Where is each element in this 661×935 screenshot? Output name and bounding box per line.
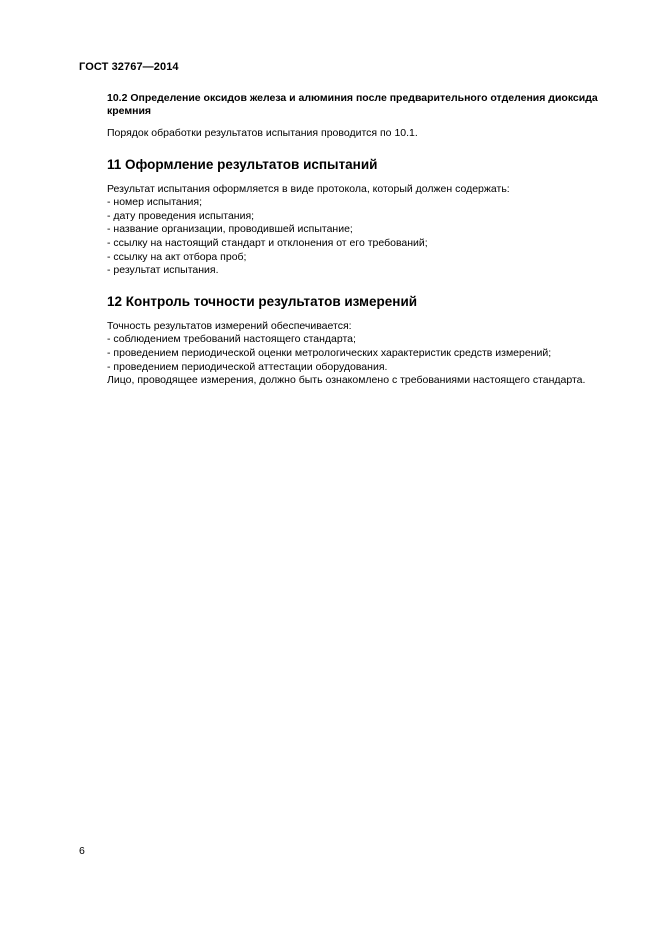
section-12-closing: Лицо, проводящее измерения, должно быть ознакомлено с требованиями настоящего стандарта.	[107, 374, 586, 387]
page-number: 6	[79, 845, 85, 857]
list-item: - название организации, проводившей испытание;	[107, 223, 353, 236]
list-item: - проведением периодической оценки метрологических характеристик средств измерений;	[107, 346, 552, 359]
document-body	[107, 92, 627, 388]
document-header: ГОСТ 32767—2014	[79, 61, 179, 73]
list-item: - соблюдением требований настоящего стандарта;	[107, 333, 356, 346]
section-11-title: 11 Оформление результатов испытаний	[107, 156, 378, 172]
section-11-intro: Результат испытания оформляется в виде протокола, который должен содержать:	[107, 182, 510, 195]
list-item: - ссылку на акт отбора проб;	[107, 250, 247, 263]
subsection-10-2-text: Порядок обработки результатов испытания проводится по 10.1.	[107, 127, 418, 139]
section-12-intro: Точность результатов измерений обеспечивается:	[107, 319, 352, 332]
subsection-10-2-title: 10.2 Определение оксидов железа и алюминия после предварительного отделения диоксида кремния	[107, 92, 598, 117]
list-item: - дату проведения испытания;	[107, 209, 255, 222]
section-12-list	[107, 333, 627, 374]
section-12-title: 12 Контроль точности результатов измерений	[107, 293, 418, 309]
list-item: - результат испытания.	[107, 264, 219, 277]
list-item: - проведением периодической аттестации оборудования.	[107, 360, 388, 373]
list-item: - ссылку на настоящий стандарт и отклонения от его требований;	[107, 236, 428, 249]
list-item: - номер испытания;	[107, 196, 203, 209]
section-11-list	[107, 196, 627, 278]
